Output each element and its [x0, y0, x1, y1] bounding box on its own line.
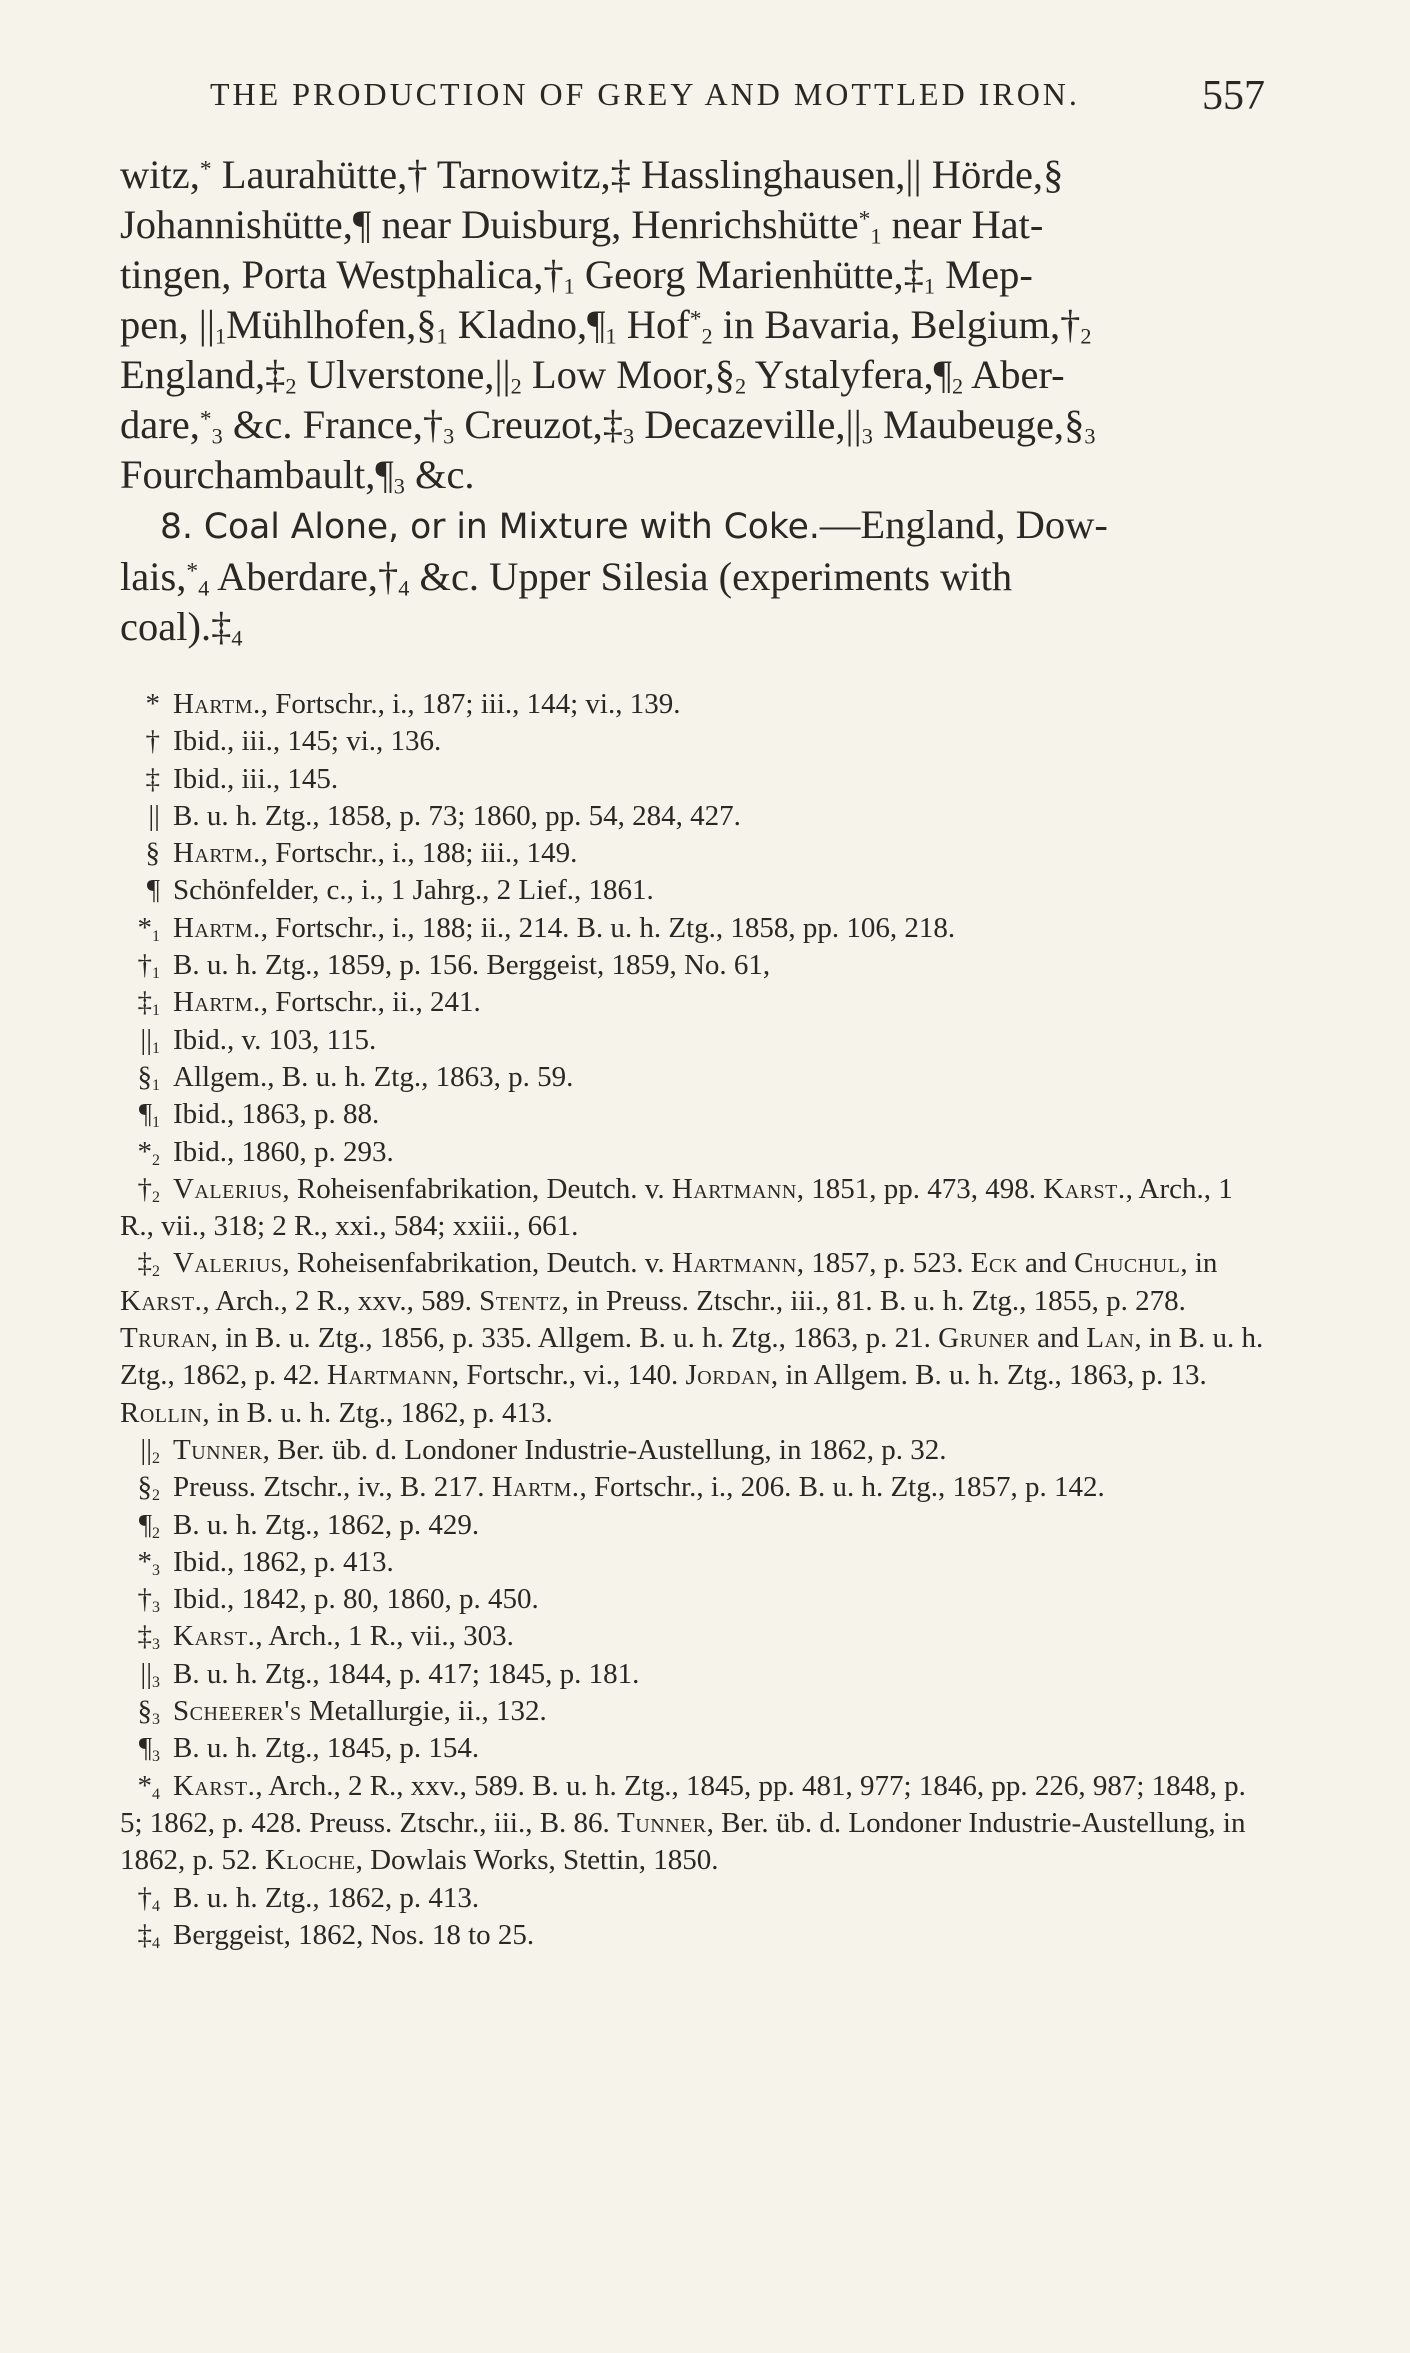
text-run: , in Allgem. B. u. h. Ztg., 1863, p. 13. — [770, 1359, 1207, 1392]
paragraph-section-8 — [120, 500, 1265, 652]
author-name: Hartmann — [671, 1172, 797, 1205]
footnote-mark — [138, 1581, 160, 1618]
footnote-index: 3 — [152, 1673, 160, 1691]
text-run: Preuss. Ztschr., iv., B. 217. — [173, 1471, 492, 1504]
text-run: , Arch., 1 R., vii., 318; 2 R., xxi., 584; xxiii., 661. — [120, 1172, 1233, 1243]
text-run: Ibid., 1863, p. 88. — [173, 1098, 380, 1131]
footnote — [120, 1730, 1265, 1767]
text-run: , Ber. üb. d. Londoner Industrie-Austellung, in 1862, p. 52. — [120, 1806, 1246, 1877]
footnote-symbol: ¶ — [146, 874, 160, 907]
text-run: B. u. h. Ztg., 1862, p. 413. — [173, 1881, 480, 1914]
author-name: Jordan — [685, 1359, 771, 1392]
text-run: Mühlhofen, — [226, 302, 417, 347]
footnote-index: 3 — [152, 1599, 160, 1617]
text-run: ¶ — [933, 352, 952, 397]
footnote-index: 1 — [152, 1114, 160, 1132]
text-run: , 1857, p. 523. — [796, 1247, 971, 1280]
text-run: Berggeist, 1862, Nos. 18 to 25. — [173, 1918, 535, 1951]
author-name: Hartm. — [491, 1471, 580, 1504]
text-run: B. u. h. Ztg., 1859, p. 156. Berggeist, 1859, No. 61, — [173, 949, 771, 982]
footnote — [120, 1693, 1265, 1730]
header-title: THE PRODUCTION OF GREY AND MOTTLED IRON. — [210, 76, 1080, 112]
text-run: , Arch., 2 R., xxv., 589. — [202, 1284, 480, 1317]
footnote-index: 3 — [152, 1711, 160, 1728]
footnote-text — [173, 800, 741, 832]
footnote-text — [173, 1434, 946, 1466]
footnote-symbol: * — [145, 688, 160, 720]
footnote — [120, 798, 1265, 835]
text-run: , Fortschr., i., 188; iii., 149. — [260, 837, 578, 870]
text-run: , Fortschr., ii., 241. — [260, 986, 481, 1019]
footnote-symbol: ‡ — [137, 1918, 153, 1951]
text-run: , Roheisenfabrikation, Deutch. v. — [282, 1247, 672, 1280]
footnote-text — [173, 1658, 639, 1690]
footnote-symbol: † — [137, 1881, 153, 1914]
text-run: lais, — [120, 554, 187, 599]
footnote-text — [120, 1173, 1233, 1242]
footnote-index: 2 — [152, 1487, 160, 1505]
footnote-mark — [140, 1022, 160, 1059]
footnote-symbol: § — [137, 1060, 153, 1093]
text-run: , Ber. üb. d. Londoner Industrie-Austellung, in 1862, p. 32. — [262, 1433, 947, 1466]
footnote-symbol: ¶ — [138, 1508, 153, 1541]
text-run: Metallurgie, ii., 132. — [301, 1695, 547, 1728]
footnote-text — [173, 949, 770, 981]
text-run: &c. — [404, 452, 475, 497]
author-name: Hartm. — [173, 688, 261, 720]
subscript-index: 3 — [443, 423, 455, 449]
paragraph-continued — [120, 150, 1265, 500]
author-name: Valerius — [173, 1172, 283, 1205]
footnote-text — [173, 1583, 539, 1615]
text-run: near Duisburg, Henrichshütte — [371, 202, 859, 247]
footnote-index: 2 — [152, 1151, 160, 1169]
footnote-text — [173, 1471, 1105, 1503]
text-run: § — [1064, 402, 1085, 447]
footnote-symbol: § — [137, 1471, 153, 1504]
footnote-symbol: † — [137, 949, 153, 982]
footnote-index: 3 — [152, 1636, 160, 1654]
subscript-index: 1 — [923, 273, 935, 299]
footnote-text — [173, 1098, 379, 1130]
footnote — [120, 1618, 1265, 1655]
text-run: B. u. h. Ztg., 1858, p. 73; 1860, pp. 54, 284, 427. — [173, 799, 741, 832]
subscript-index: 2 — [701, 323, 713, 349]
text-run: , Fortschr., i., 206. B. u. h. Ztg., 1857, p. 142. — [579, 1471, 1105, 1504]
footnote-index: 4 — [152, 1785, 160, 1803]
text-run: || — [198, 302, 215, 347]
text-run: Tarnowitz, — [427, 152, 611, 197]
footnote-mark — [139, 1096, 160, 1133]
text-run: Ibid., 1862, p. 413. — [173, 1545, 394, 1578]
subscript-index: 2 — [951, 373, 964, 399]
footnote-mark — [138, 1618, 160, 1655]
author-name: Rollin — [120, 1396, 203, 1429]
text-run: —England, Dow- — [819, 502, 1108, 547]
text-run: Johannishütte, — [120, 202, 353, 247]
text-run: ‡ — [211, 604, 232, 649]
footnote-mark — [138, 1171, 160, 1208]
text-run: ‡ — [602, 402, 623, 447]
subscript-index: 2 — [285, 373, 297, 399]
footnote-index: 1 — [152, 1002, 160, 1020]
footnote — [120, 1096, 1265, 1133]
text-run: B. u. h. Ztg., 1844, p. 417; 1845, p. 181. — [173, 1657, 640, 1690]
footnote-index: 1 — [152, 1039, 160, 1057]
footnote-index: 4 — [152, 1897, 160, 1915]
footnote-index: 3 — [152, 1748, 160, 1766]
text-run: Ibid., iii., 145; vi., 136. — [173, 725, 442, 758]
text-run: Hof — [616, 302, 690, 347]
footnote — [120, 1134, 1265, 1171]
footnote-mark — [138, 947, 160, 984]
footnote-text — [173, 1024, 376, 1056]
text-run: Aber- — [963, 352, 1065, 397]
footnote-mark — [138, 1544, 160, 1581]
author-name: Hartm. — [173, 986, 261, 1019]
footnote-symbol: * — [137, 911, 153, 944]
running-header — [210, 72, 1265, 132]
text-run: Ibid., 1842, p. 80, 1860, p. 450. — [173, 1583, 539, 1616]
text-run: Ystalyfera, — [746, 352, 934, 397]
subscript-index: 2 — [735, 373, 747, 399]
subscript-index: 2 — [510, 373, 522, 399]
author-name: Eck — [970, 1247, 1018, 1280]
text-run: Ibid., iii., 145. — [173, 762, 339, 795]
text-run: ‡ — [610, 152, 631, 197]
author-name: Stentz — [479, 1284, 562, 1317]
footnote-symbol: * — [137, 1135, 153, 1168]
text-run: Georg Marienhütte, — [574, 252, 904, 297]
text-run: § — [1043, 152, 1064, 197]
subscript-index: 3 — [861, 423, 873, 449]
footnote-text — [173, 1509, 479, 1541]
footnote-text — [173, 1620, 514, 1652]
author-name: Hartmann — [671, 1247, 797, 1280]
footnote — [120, 1245, 1265, 1431]
text-run: Creuzot, — [454, 402, 603, 447]
text-run: England, — [120, 352, 266, 397]
author-name: Truran — [120, 1322, 211, 1355]
author-name: Lan — [1086, 1322, 1135, 1355]
footnote-symbol: † — [137, 1583, 153, 1616]
subscript-index: 4 — [398, 575, 410, 601]
text-run: B. u. h. Ztg., 1845, p. 154. — [173, 1732, 480, 1765]
footnote-symbol: † — [137, 1172, 153, 1205]
text-run: Ibid., 1860, p. 293. — [173, 1135, 394, 1168]
footnote-mark — [138, 1768, 160, 1805]
text-run: † — [422, 402, 444, 447]
footnote — [120, 872, 1265, 909]
footnote-mark — [138, 1245, 160, 1282]
author-name: Karst. — [120, 1284, 203, 1317]
text-run: , in B. u. h. Ztg., 1862, p. 413. — [202, 1396, 553, 1429]
footnote-text — [173, 688, 681, 720]
footnote — [120, 1059, 1265, 1096]
text-run: Decazeville, — [634, 402, 846, 447]
footnote-mark — [146, 723, 161, 760]
text-run: , Fortschr., i., 188; ii., 214. B. u. h. Ztg., 1858, pp. 106, 218. — [260, 911, 956, 944]
text-run: ¶ — [587, 302, 606, 347]
footnote — [120, 1917, 1265, 1954]
footnote-mark — [139, 1507, 160, 1544]
author-name: Gruner — [938, 1322, 1030, 1355]
text-run: , Arch., 2 R., xxv., 589. B. u. h. Ztg., 1845, pp. 481, 977; 1846, pp. 226, 987; 1848, p. 5; 1862, p. 428. Preuss. Ztschr., iii., B. 86. — [120, 1769, 1246, 1839]
text-run: , Dowlais Works, Stettin, 1850. — [355, 1844, 719, 1877]
text-run: Schönfelder, c., i., 1 Jahrg., 2 Lief., 1861. — [173, 874, 654, 907]
text-run: ¶ — [352, 202, 372, 247]
text-run: , Roheisenfabrikation, Deutch. v. — [282, 1172, 672, 1205]
text-run: witz, — [120, 152, 200, 197]
author-name: Chuchul — [1074, 1247, 1181, 1280]
footnote-index: 2 — [152, 1524, 160, 1542]
footnote-index: 2 — [152, 1449, 160, 1467]
footnote — [120, 910, 1265, 947]
footnote-mark — [146, 686, 161, 723]
footnote-mark — [138, 1917, 160, 1954]
footnote — [120, 1507, 1265, 1544]
footnote-mark — [138, 1693, 160, 1730]
footnote — [120, 1880, 1265, 1917]
text-run: , Arch., 1 R., vii., 303. — [255, 1620, 514, 1653]
footnote-mark — [138, 1059, 160, 1096]
superscript-mark: * — [858, 206, 871, 233]
text-run: || — [905, 152, 922, 197]
footnote-symbol: || — [140, 1023, 153, 1056]
text-run: near Hat- — [881, 202, 1044, 247]
text-run: Kladno, — [447, 302, 588, 347]
text-run: , in — [1180, 1247, 1218, 1280]
author-name: Karst. — [1043, 1172, 1126, 1205]
text-run: &c. Upper Silesia (experiments with — [409, 554, 1013, 599]
footnote — [120, 947, 1265, 984]
footnote-text — [120, 1770, 1246, 1877]
text-run: § — [416, 302, 437, 347]
footnote-index: 4 — [152, 1934, 160, 1952]
footnote — [120, 686, 1265, 723]
footnote-text — [173, 763, 338, 795]
footnote-text — [120, 1247, 1263, 1428]
footnote-mark — [138, 984, 160, 1021]
text-run: || — [845, 402, 862, 447]
subscript-index: 4 — [198, 575, 210, 601]
text-run: , 1851, pp. 473, 498. — [796, 1172, 1044, 1205]
footnote-symbol: † — [145, 725, 160, 758]
text-run: † — [407, 152, 428, 197]
main-text — [120, 150, 1265, 652]
text-run: † — [543, 252, 564, 297]
text-run: § — [714, 352, 736, 397]
text-run: Hörde, — [921, 152, 1044, 197]
footnote-symbol: || — [148, 799, 160, 832]
text-run: , Fortschr., i., 187; iii., 144; vi., 139. — [260, 688, 681, 720]
text-run: B. u. h. Ztg., 1862, p. 429. — [173, 1508, 480, 1541]
text-run: , in B. u. Ztg., 1856, p. 335. Allgem. B. u. h. Ztg., 1863, p. 21. — [210, 1322, 939, 1355]
footnote-mark — [138, 1469, 160, 1506]
author-name: Tunner — [173, 1433, 263, 1466]
footnote-text — [173, 1882, 479, 1914]
footnote — [120, 1544, 1265, 1581]
author-name: Valerius — [173, 1247, 283, 1280]
subscript-index: 1 — [605, 323, 617, 349]
footnote-symbol: § — [145, 837, 160, 870]
footnote-symbol: ‡ — [145, 762, 160, 795]
footnote-text — [173, 725, 441, 757]
author-name: Scheerer's — [173, 1695, 302, 1728]
footnote-text — [173, 1546, 394, 1578]
footnote — [120, 1768, 1265, 1880]
text-run: ‡ — [265, 352, 286, 397]
footnote — [120, 761, 1265, 798]
footnote — [120, 984, 1265, 1021]
footnote-text — [173, 1061, 573, 1093]
subscript-index: 3 — [623, 423, 635, 449]
subscript-index: 3 — [211, 423, 223, 449]
text-run: † — [1060, 302, 1081, 347]
footnote-index: 2 — [152, 1188, 160, 1206]
subscript-index: 2 — [1080, 323, 1092, 349]
text-run: Maubeuge, — [872, 402, 1065, 447]
text-run: ‡ — [903, 252, 924, 297]
footnote-text — [173, 986, 481, 1018]
footnote-symbol: § — [137, 1695, 153, 1728]
text-run: ¶ — [375, 452, 394, 497]
footnote-mark — [138, 1134, 160, 1171]
footnote — [120, 1171, 1265, 1246]
footnote-text — [173, 1136, 394, 1168]
author-name: Karst. — [173, 1620, 256, 1653]
footnote-symbol: * — [137, 1769, 153, 1802]
footnote-symbol: ‡ — [137, 1620, 153, 1653]
footnote — [120, 723, 1265, 760]
subscript-index: 3 — [393, 473, 405, 499]
text-run: † — [377, 554, 399, 599]
footnote-symbol: ¶ — [138, 1098, 153, 1131]
footnote — [120, 1469, 1265, 1506]
footnote-text — [173, 1732, 479, 1764]
author-name: Hartm. — [173, 837, 261, 870]
footnote-index: 1 — [152, 965, 160, 983]
text-run: Laurahütte, — [211, 152, 408, 197]
footnote-index: 1 — [152, 1076, 160, 1094]
text-run: and — [1017, 1247, 1075, 1280]
footnote — [120, 1022, 1265, 1059]
footnote-text — [173, 874, 654, 906]
author-name: Tunner — [617, 1806, 707, 1839]
section-heading: 8. Coal Alone, or in Mixture with Coke. — [160, 507, 820, 547]
text-run: Ulverstone, — [296, 352, 495, 397]
text-run: dare, — [120, 402, 200, 447]
page-number: 557 — [1202, 73, 1265, 119]
text-run: , in B. u. h. Ztg., 1862, p. 42. — [120, 1322, 1264, 1392]
subscript-index: 1 — [563, 273, 575, 299]
text-run: Aberdare, — [209, 554, 378, 599]
text-run: in Bavaria, Belgium, — [712, 302, 1061, 347]
author-name: Hartm. — [173, 911, 261, 944]
author-name: Hartmann — [327, 1359, 452, 1392]
subscript-index: 3 — [1084, 423, 1096, 449]
footnote — [120, 835, 1265, 872]
footnote-mark — [146, 761, 161, 798]
footnote-symbol: ¶ — [138, 1732, 153, 1765]
footnote-symbol: ‡ — [137, 1247, 153, 1280]
text-run: Mep- — [934, 252, 1033, 297]
footnote — [120, 1656, 1265, 1693]
subscript-index: 1 — [870, 223, 882, 249]
footnote-text — [173, 1919, 534, 1951]
subscript-index: 1 — [436, 323, 448, 349]
footnote-symbol: ‡ — [137, 986, 153, 1019]
footnote-index: 2 — [152, 1263, 160, 1281]
footnote-text — [173, 1695, 547, 1727]
footnote-text — [173, 912, 955, 944]
footnote-index: 1 — [152, 927, 160, 945]
footnote-symbol: || — [140, 1657, 153, 1690]
superscript-mark: * — [689, 306, 702, 333]
footnote — [120, 1432, 1265, 1469]
text-run: Fourchambault, — [120, 452, 376, 497]
text-run: coal). — [120, 604, 212, 649]
text-run: , Fortschr., vi., 140. — [451, 1359, 686, 1392]
text-run: pen, — [120, 302, 199, 347]
footnote-mark — [138, 1880, 160, 1917]
author-name: Karst. — [173, 1769, 256, 1802]
footnote-symbol: || — [140, 1433, 153, 1466]
footnote-mark — [140, 1432, 160, 1469]
footnote-text — [173, 837, 577, 869]
footnote-mark — [147, 872, 160, 909]
text-run: Ibid., v. 103, 115. — [173, 1023, 377, 1056]
footnote-symbol: * — [137, 1545, 153, 1578]
footnote-mark — [146, 835, 161, 872]
superscript-mark: * — [199, 156, 212, 183]
text-run: Low Moor, — [521, 352, 715, 397]
footnote-mark — [140, 1656, 160, 1693]
subscript-index: 1 — [214, 323, 227, 349]
text-run: Hasslinghausen, — [630, 152, 906, 197]
text-run: , in Preuss. Ztschr., iii., 81. B. u. h. Ztg., 1855, p. 278. — [561, 1284, 1186, 1317]
superscript-mark: * — [199, 406, 212, 433]
footnote-mark — [148, 798, 160, 835]
footnote-mark — [139, 1730, 160, 1767]
footnote-mark — [138, 910, 160, 947]
text-run: &c. France, — [222, 402, 423, 447]
text-run: tingen, Porta Westphalica, — [120, 252, 544, 297]
text-run: Allgem., B. u. h. Ztg., 1863, p. 59. — [173, 1060, 574, 1093]
author-name: Kloche — [265, 1844, 356, 1877]
footnote-index: 3 — [152, 1561, 160, 1579]
footnote — [120, 1581, 1265, 1618]
subscript-index: 4 — [231, 625, 243, 651]
footnotes — [120, 686, 1265, 1954]
superscript-mark: * — [186, 558, 199, 585]
text-run: || — [494, 352, 511, 397]
text-run: and — [1029, 1322, 1087, 1355]
